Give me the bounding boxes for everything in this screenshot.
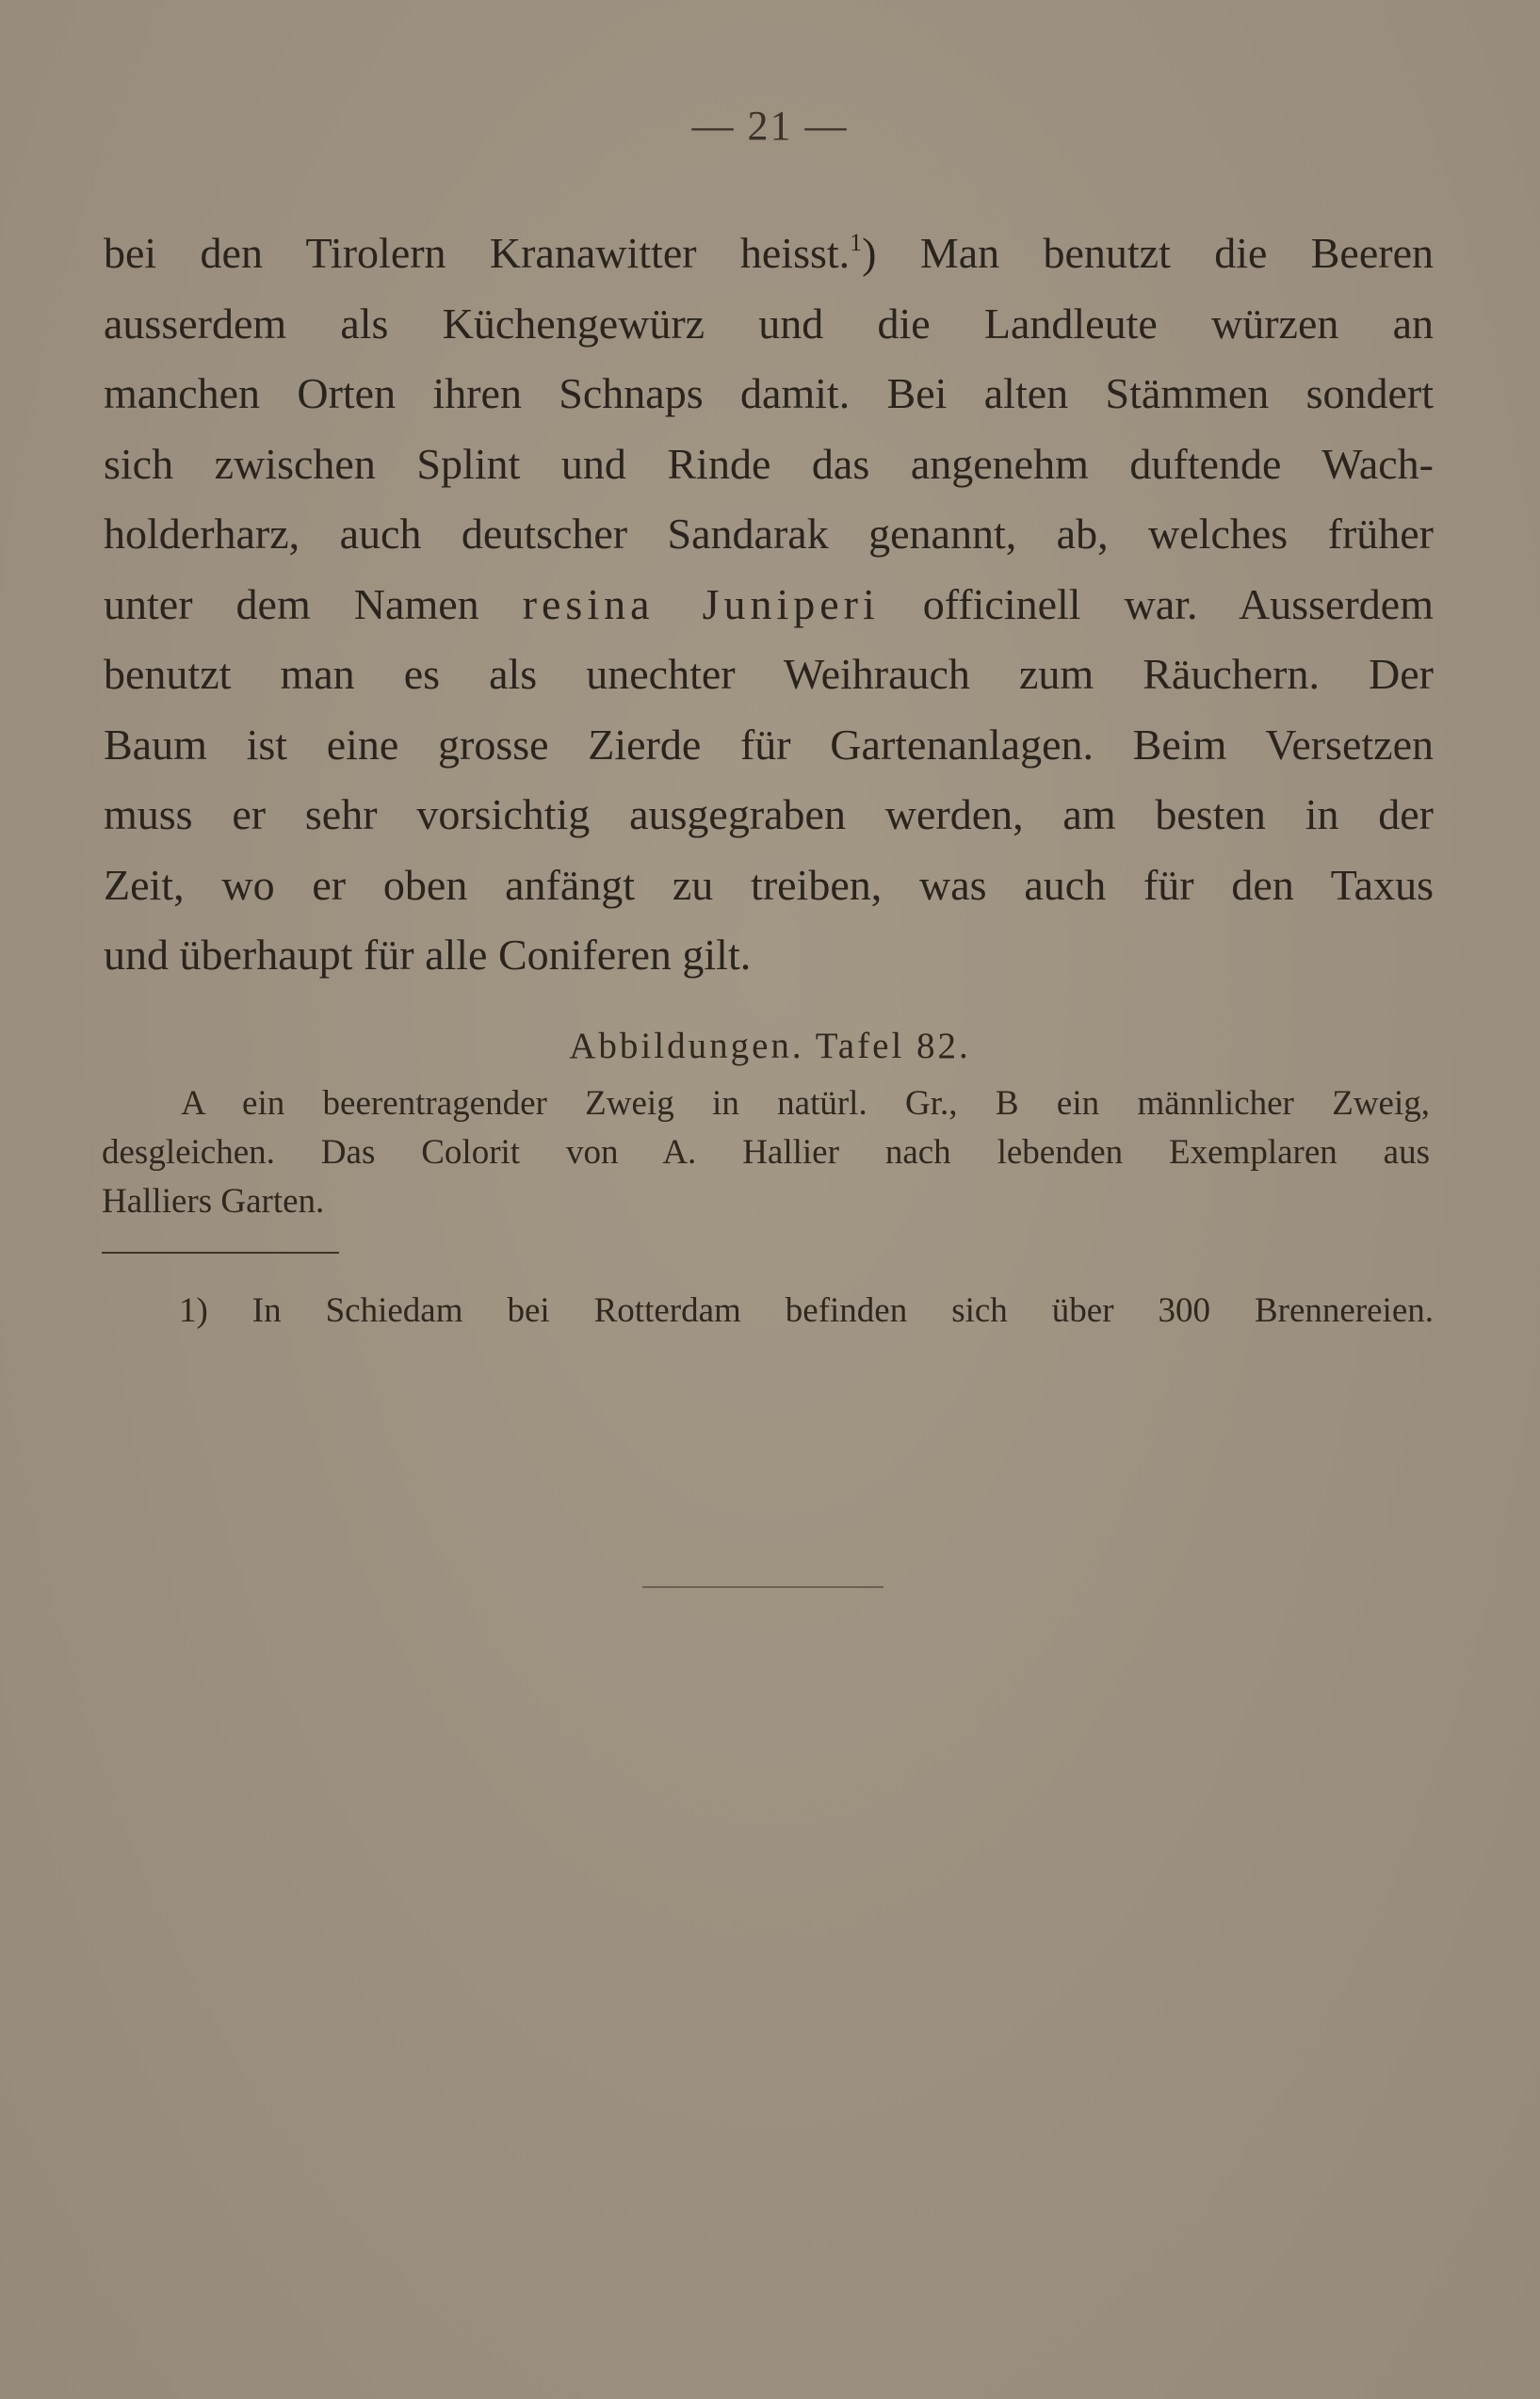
page-number: — 21 — [691, 103, 849, 149]
footnote: 1) In Schiedam bei Rotterdam befinden sich über 300 Brennereien. [179, 1291, 1434, 1330]
body-line: holderharz, auch deutscher Sandarak genannt, ab, welches früher [104, 510, 1434, 558]
end-divider [642, 1586, 883, 1588]
body-line: unter dem Namen resina Juniperi officinell war. Ausserdem [104, 579, 1434, 628]
caption-line: Halliers Garten. [102, 1182, 325, 1221]
body-line: Zeit, wo er oben anfängt zu treiben, was auch für den Taxus [104, 860, 1434, 909]
body-paragraph [104, 219, 1434, 991]
body-line: manchen Orten ihren Schnaps damit. Bei alten Stämmen sondert [104, 369, 1434, 417]
caption-text [102, 1079, 1430, 1226]
body-line: und überhaupt für alle Coniferen gilt. [104, 931, 752, 979]
footnote-reference[interactable]: 1 [850, 229, 863, 256]
body-line: bei den Tirolern Kranawitter heisst.$^1$) Man benutzt die Beeren [104, 229, 1434, 277]
body-line: ausserdem als Küchengewürz und die Landleute würzen an [104, 299, 1434, 348]
body-line: sich zwischen Splint und Rinde das angenehm duftende Wach- [104, 439, 1434, 488]
body-line: benutzt man es als unechter Weihrauch zum Räuchern. Der [104, 650, 1434, 698]
caption-line: desgleichen. Das Colorit von A. Hallier nach lebenden Exemplaren aus [102, 1133, 1430, 1172]
body-line: muss er sehr vorsichtig ausgegraben werden, am besten in der [104, 790, 1434, 838]
footnote-divider [102, 1252, 339, 1254]
body-line: Baum ist eine grosse Zierde für Gartenanlagen. Beim Versetzen [104, 720, 1434, 769]
caption-line: A ein beerentragender Zweig in natürl. Gr., B ein männlicher Zweig, [181, 1084, 1430, 1123]
latin-name: resina Juniperi [522, 579, 880, 628]
caption-heading: Abbildungen. Tafel 82. [569, 1026, 971, 1066]
